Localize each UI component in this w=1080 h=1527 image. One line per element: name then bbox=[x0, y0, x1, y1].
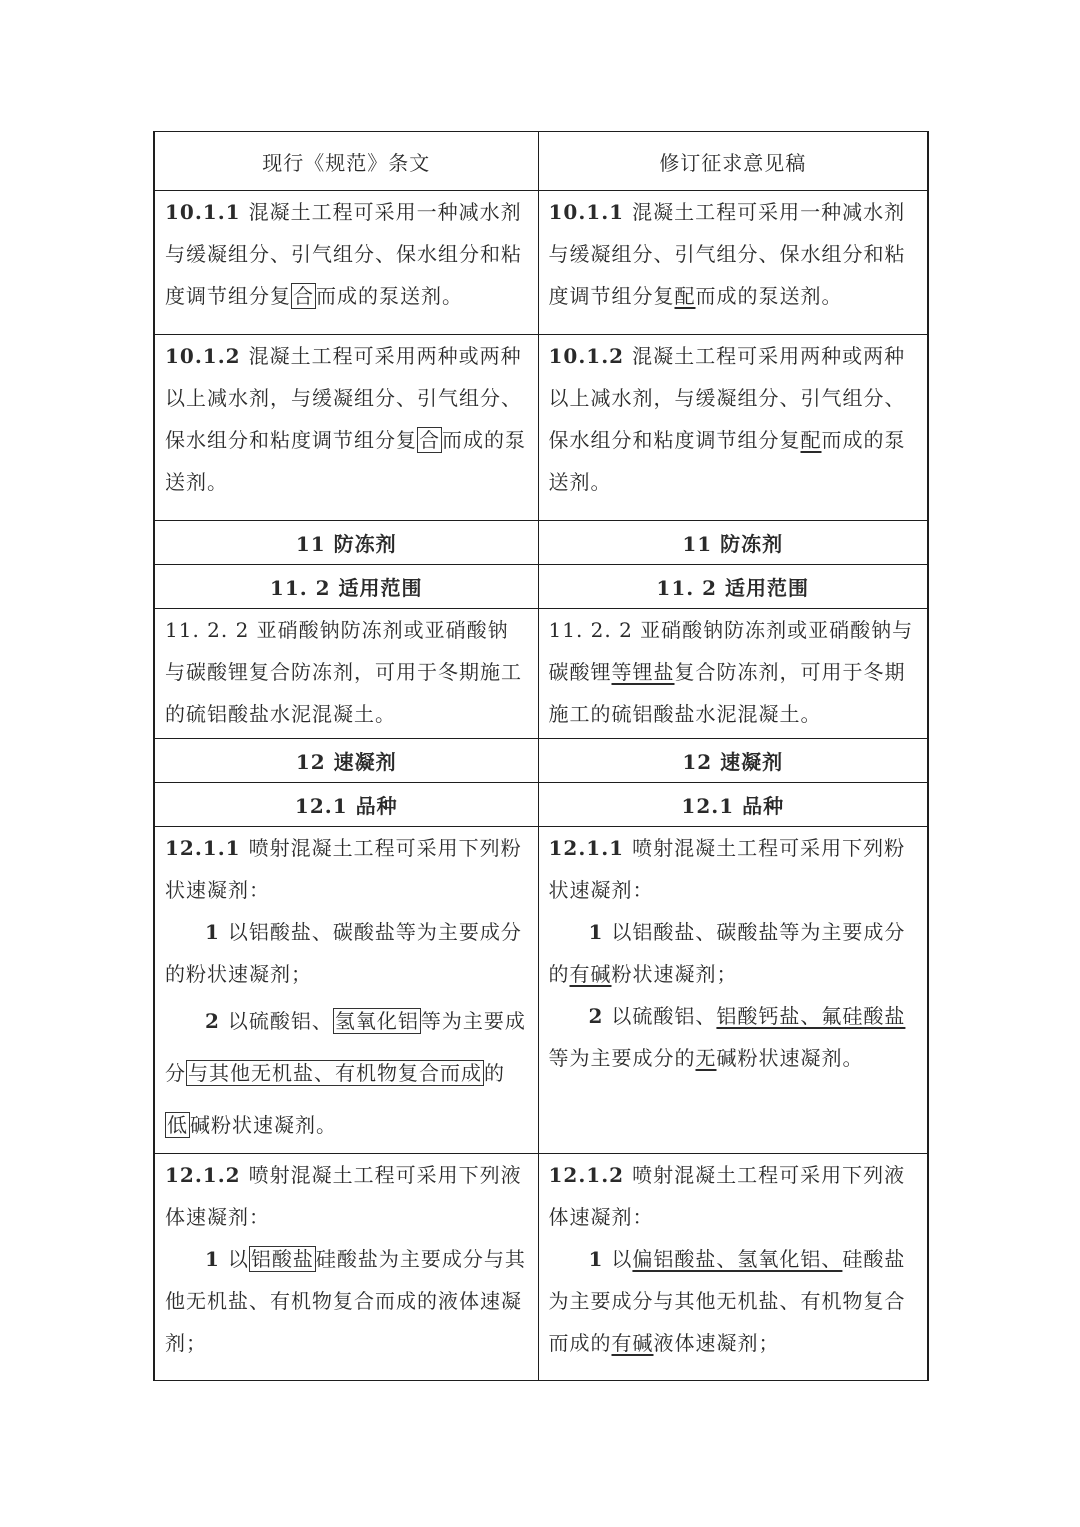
table-row bbox=[154, 827, 928, 1154]
underlined-text: 铝酸钙盐、氟硅酸盐 bbox=[716, 1004, 906, 1028]
comparison-table bbox=[153, 131, 929, 1381]
chapter-title: 11 防冻剂 bbox=[154, 521, 538, 565]
chapter-row-11 bbox=[154, 521, 928, 565]
clause-number: 10.1.2 bbox=[548, 344, 625, 368]
boxed-text: 与其他无机盐、有机物复合而成 bbox=[188, 1061, 482, 1085]
chapter-row-12 bbox=[154, 739, 928, 783]
chapter-title: 12 速凝剂 bbox=[154, 739, 538, 783]
section-title: 11. 2 适用范围 bbox=[538, 565, 928, 609]
cell-current-12-1-2: 12.1.2 喷射混凝土工程可采用下列液体速凝剂： 1 以 铝酸盐 硅酸盐为主要成分与其他无机盐、有机物复合而成的液体速凝剂； bbox=[154, 1154, 538, 1381]
boxed-text: 合 bbox=[419, 428, 440, 452]
cell-current-12-1-1: 12.1.1 喷射混凝土工程可采用下列粉状速凝剂： 1 以铝酸盐、碳酸盐等为主要成分的粉状速凝剂； 2 以硫酸铝、 氢氧化铝 等为主要成分 与其他无机盐、有机物复合而成 的低 碱粉状速凝剂。 bbox=[154, 827, 538, 1154]
table-row bbox=[154, 191, 928, 335]
underlined-text: 偏铝酸盐、氢氧化铝、 bbox=[632, 1247, 843, 1271]
boxed-text: 铝酸盐 bbox=[250, 1247, 314, 1271]
cell-revision-12-1-1: 12.1.1 喷射混凝土工程可采用下列粉状速凝剂： 1 以铝酸盐、碳酸盐等为主要成分的有碱粉状速凝剂； 2 以硫酸铝、铝酸钙盐、氟硅酸盐等为主要成分的无碱粉状速凝剂。 bbox=[538, 827, 928, 1154]
boxed-text: 氢氧化铝 bbox=[334, 1009, 419, 1033]
cell-revision-10-1-1: 10.1.1 混凝土工程可采用一种减水剂与缓凝组分、引气组分、保水组分和粘度调节组分复配而成的泵送剂。 bbox=[538, 191, 928, 335]
table-row bbox=[154, 335, 928, 521]
table-header-row bbox=[154, 132, 928, 191]
chapter-title: 12 速凝剂 bbox=[538, 739, 928, 783]
cell-revision-10-1-2: 10.1.2 混凝土工程可采用两种或两种以上减水剂，与缓凝组分、引气组分、保水组分和粘度调节组分复配而成的泵送剂。 bbox=[538, 335, 928, 521]
underlined-text: 配 bbox=[800, 428, 822, 452]
boxed-text: 合 bbox=[293, 284, 314, 308]
section-title: 12.1 品种 bbox=[154, 783, 538, 827]
table-row bbox=[154, 609, 928, 739]
cell-current-10-1-1: 10.1.1 混凝土工程可采用一种减水剂与缓凝组分、引气组分、保水组分和粘度调节组分复 合 而成的泵送剂。 bbox=[154, 191, 538, 335]
section-title: 11. 2 适用范围 bbox=[154, 565, 538, 609]
clause-number: 12.1.1 bbox=[165, 836, 241, 860]
clause-number: 12.1.1 bbox=[548, 836, 625, 860]
clause-number: 12.1.2 bbox=[165, 1163, 241, 1187]
header-current-clause: 现行《规范》条文 bbox=[154, 132, 538, 191]
cell-current-11-2-2: 11. 2. 2 亚硝酸钠防冻剂或亚硝酸钠与碳酸锂复合防冻剂，可用于冬期施工的硫铝酸盐水泥混凝土。 bbox=[154, 609, 538, 739]
underlined-text: 有碱 bbox=[569, 962, 612, 986]
clause-number: 10.1.1 bbox=[165, 200, 241, 224]
underlined-text: 等锂盐 bbox=[611, 660, 675, 684]
underlined-text: 配 bbox=[674, 284, 696, 308]
underlined-text: 有碱 bbox=[611, 1331, 654, 1355]
cell-revision-12-1-2: 12.1.2 喷射混凝土工程可采用下列液体速凝剂： 1 以偏铝酸盐、氢氧化铝、硅酸盐为主要成分与其他无机盐、有机物复合而成的有碱液体速凝剂； bbox=[538, 1154, 928, 1381]
clause-number: 10.1.1 bbox=[548, 200, 625, 224]
clause-number: 12.1.2 bbox=[548, 1163, 625, 1187]
underlined-text: 无 bbox=[695, 1046, 717, 1070]
header-revision-draft: 修订征求意见稿 bbox=[538, 132, 928, 191]
cell-current-10-1-2: 10.1.2 混凝土工程可采用两种或两种以上减水剂，与缓凝组分、引气组分、保水组分和粘度调节组分复 合 而成的泵送剂。 bbox=[154, 335, 538, 521]
cell-revision-11-2-2: 11. 2. 2 亚硝酸钠防冻剂或亚硝酸钠与碳酸锂等锂盐复合防冻剂，可用于冬期施工的硫铝酸盐水泥混凝土。 bbox=[538, 609, 928, 739]
table-row bbox=[154, 1154, 928, 1381]
chapter-title: 11 防冻剂 bbox=[538, 521, 928, 565]
section-row-11-2 bbox=[154, 565, 928, 609]
section-row-12-1 bbox=[154, 783, 928, 827]
section-title: 12.1 品种 bbox=[538, 783, 928, 827]
boxed-text: 低 bbox=[167, 1113, 188, 1137]
clause-number: 10.1.2 bbox=[165, 344, 241, 368]
